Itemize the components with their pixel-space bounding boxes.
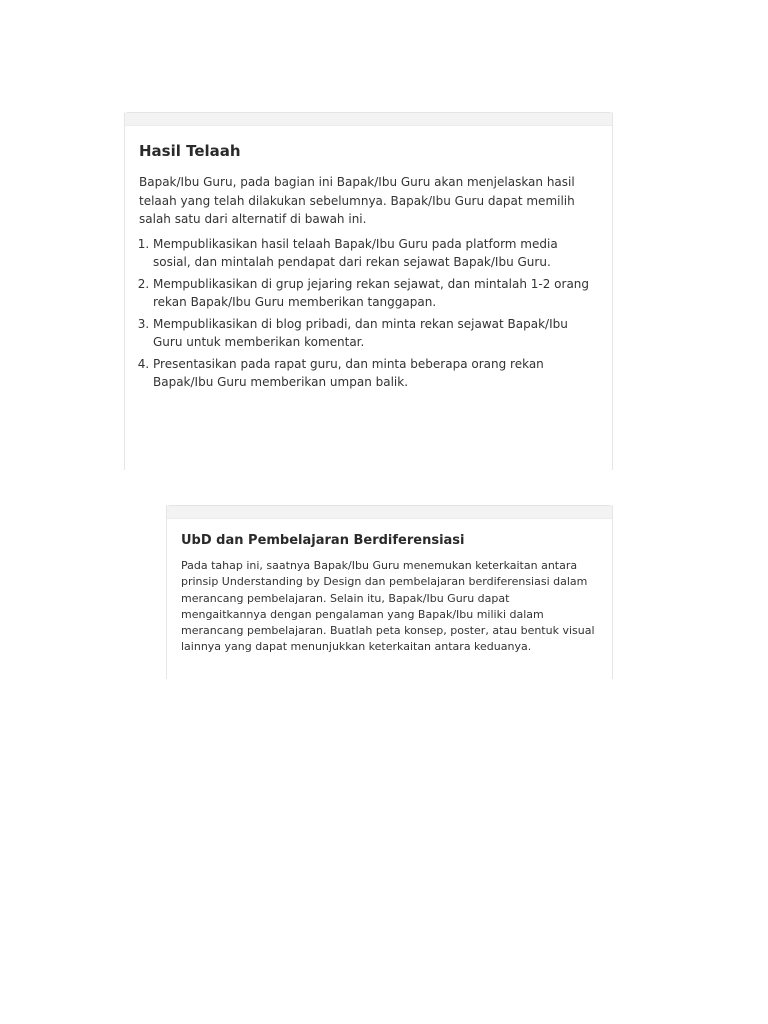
card-body: [167, 519, 612, 656]
list-item: 3. Mempublikasikan di blog pribadi, dan minta rekan sejawat Bapak/Ibu Guru untuk memberikan komentar.: [153, 315, 598, 352]
alternatives-list: [139, 235, 598, 392]
card-title: UbD dan Pembelajaran Berdiferensiasi: [181, 533, 465, 548]
card-header-bar: [125, 112, 612, 126]
list-item: 2. Mempublikasikan di grup jejaring rekan sejawat, dan mintalah 1-2 orang rekan Bapak/Ibu Guru memberikan tanggapan.: [153, 275, 598, 312]
card-intro-text: Bapak/Ibu Guru, pada bagian ini Bapak/Ibu Guru akan menjelaskan hasil telaah yang telah dilakukan sebelumnya. Bapak/Ibu Guru dapat memilih salah satu dari alternatif di bawah ini.: [139, 175, 575, 226]
card-body: [125, 126, 612, 392]
list-item: 1. Mempublikasikan hasil telaah Bapak/Ibu Guru pada platform media sosial, dan mintalah pendapat dari rekan sejawat Bapak/Ibu Guru.: [153, 235, 598, 272]
card-body-text: Pada tahap ini, saatnya Bapak/Ibu Guru menemukan keterkaitan antara prinsip Understanding by Design dan pembelajaran berdiferensiasi dalam merancang pembelajaran. Selain itu, Bapak/Ibu Guru dapat mengaitkannya dengan pengalaman yang Bapak/Ibu miliki dalam merancang pembelajaran. Buatlah peta konsep, poster, atau bentuk visual lainnya yang dapat menunjukkan keterkaitan antara keduanya.: [181, 559, 595, 654]
list-item: 4. Presentasikan pada rapat guru, dan minta beberapa orang rekan Bapak/Ibu Guru memberikan umpan balik.: [153, 355, 598, 392]
card-title: Hasil Telaah: [139, 142, 241, 160]
card-header-bar: [167, 505, 612, 519]
ubd-card: [166, 505, 613, 679]
hasil-telaah-card: [124, 112, 613, 470]
